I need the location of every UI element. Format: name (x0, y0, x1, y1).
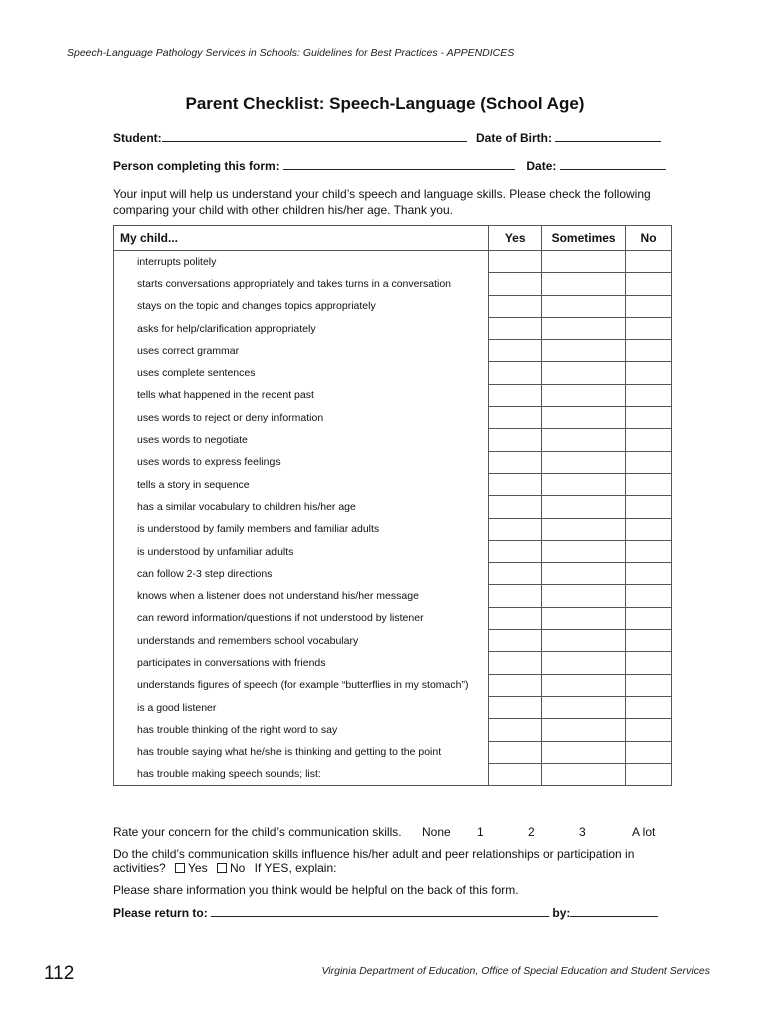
running-header: Speech-Language Pathology Services in Schools: Guidelines for Best Practices - APPENDICES (67, 47, 515, 59)
intro-text: Your input will help us understand your child’s speech and language skills. Please check the following comparing your child with other children his/her age. Thank you. (113, 187, 651, 217)
checklist-item-label: knows when a listener does not understand his/her message (114, 585, 489, 607)
checkbox-cell-yes[interactable] (489, 273, 542, 295)
checklist-item-label: understands figures of speech (for example “butterflies in my stomach”) (114, 674, 489, 696)
checkbox-cell-yes[interactable] (489, 362, 542, 384)
table-row (114, 607, 672, 629)
table-header-row (114, 226, 672, 251)
table-row (114, 585, 672, 607)
checkbox-cell-yes[interactable] (489, 585, 542, 607)
checkbox-cell-no[interactable] (626, 340, 672, 362)
return-row (113, 906, 658, 920)
return-label: Please return to: (113, 906, 208, 920)
checklist-item-label: uses words to express feelings (114, 451, 489, 473)
checkbox-cell-sometimes[interactable] (542, 273, 626, 295)
checkbox-cell-yes[interactable] (489, 607, 542, 629)
checkbox-cell-yes[interactable] (489, 719, 542, 741)
checkbox-cell-no[interactable] (626, 719, 672, 741)
person-label: Person completing this form: (113, 159, 280, 173)
checklist-item-label: asks for help/clarification appropriately (114, 317, 489, 339)
checkbox-cell-sometimes[interactable] (542, 429, 626, 451)
table-row (114, 295, 672, 317)
checklist-item-label: uses words to reject or deny information (114, 407, 489, 429)
header-no: No (626, 226, 672, 251)
checklist-item-label: participates in conversations with friends (114, 652, 489, 674)
checkbox-cell-sometimes[interactable] (542, 295, 626, 317)
checkbox-cell-no[interactable] (626, 696, 672, 718)
person-row (113, 159, 666, 173)
table-row (114, 741, 672, 763)
no-checkbox[interactable] (217, 863, 227, 873)
checkbox-cell-sometimes[interactable] (542, 251, 626, 273)
checkbox-cell-yes[interactable] (489, 317, 542, 339)
by-field[interactable] (570, 906, 658, 917)
concern-1[interactable]: 1 (477, 825, 484, 839)
checkbox-cell-yes[interactable] (489, 518, 542, 540)
table-row (114, 451, 672, 473)
checkbox-cell-sometimes[interactable] (542, 317, 626, 339)
checklist-item-label: is understood by family members and familiar adults (114, 518, 489, 540)
checkbox-cell-sometimes[interactable] (542, 518, 626, 540)
concern-a-lot[interactable]: A lot (632, 825, 656, 839)
page-title: Parent Checklist: Speech-Language (School Age) (185, 94, 585, 113)
checkbox-cell-sometimes[interactable] (542, 585, 626, 607)
checkbox-cell-sometimes[interactable] (542, 652, 626, 674)
checkbox-cell-no[interactable] (626, 429, 672, 451)
checkbox-cell-no[interactable] (626, 763, 672, 785)
checkbox-cell-no[interactable] (626, 563, 672, 585)
by-label: by: (552, 906, 571, 920)
concern-3[interactable]: 3 (579, 825, 586, 839)
checkbox-cell-yes[interactable] (489, 473, 542, 495)
concern-none[interactable]: None (422, 825, 451, 839)
checkbox-cell-no[interactable] (626, 473, 672, 495)
influence-question-block (113, 847, 673, 875)
checklist-item-label: tells a story in sequence (114, 473, 489, 495)
checkbox-cell-no[interactable] (626, 496, 672, 518)
checkbox-cell-yes[interactable] (489, 540, 542, 562)
influence-question: Do the child’s communication skills influence his/her adult and peer relationships or participation in activities? (113, 847, 635, 875)
footer-text: Virginia Department of Education, Office of Special Education and Student Services (321, 965, 710, 977)
header-sometimes: Sometimes (542, 226, 626, 251)
date-label: Date: (526, 159, 557, 173)
checkbox-cell-sometimes[interactable] (542, 407, 626, 429)
checkbox-cell-sometimes[interactable] (542, 384, 626, 406)
table-row (114, 429, 672, 451)
checkbox-cell-sometimes[interactable] (542, 496, 626, 518)
table-row (114, 273, 672, 295)
student-label: Student: (113, 131, 162, 145)
checklist-item-label: has trouble saying what he/she is thinking and getting to the point (114, 741, 489, 763)
table-row (114, 719, 672, 741)
checklist-item-label: can reword information/questions if not understood by listener (114, 607, 489, 629)
checklist-item-label: has trouble thinking of the right word to say (114, 719, 489, 741)
checkbox-cell-sometimes[interactable] (542, 696, 626, 718)
checkbox-cell-sometimes[interactable] (542, 719, 626, 741)
checkbox-cell-sometimes[interactable] (542, 607, 626, 629)
date-field[interactable] (560, 159, 666, 170)
table-row (114, 630, 672, 652)
checkbox-cell-no[interactable] (626, 384, 672, 406)
checkbox-cell-yes[interactable] (489, 674, 542, 696)
checkbox-cell-no[interactable] (626, 518, 672, 540)
checkbox-cell-no[interactable] (626, 607, 672, 629)
header-my-child: My child... (114, 226, 489, 251)
checklist-item-label: interrupts politely (114, 251, 489, 273)
student-row (113, 131, 661, 145)
checkbox-cell-yes[interactable] (489, 696, 542, 718)
table-row (114, 674, 672, 696)
table-row (114, 696, 672, 718)
checkbox-cell-no[interactable] (626, 674, 672, 696)
checkbox-cell-sometimes[interactable] (542, 763, 626, 785)
table-row (114, 652, 672, 674)
checkbox-cell-no[interactable] (626, 540, 672, 562)
checkbox-cell-no[interactable] (626, 362, 672, 384)
checkbox-cell-no[interactable] (626, 295, 672, 317)
checklist-item-label: can follow 2-3 step directions (114, 563, 489, 585)
checklist-item-label: has trouble making speech sounds; list: (114, 763, 489, 785)
table-row (114, 362, 672, 384)
table-row (114, 518, 672, 540)
return-field[interactable] (211, 906, 549, 917)
table-row (114, 473, 672, 495)
table-row (114, 496, 672, 518)
checklist-item-label: is a good listener (114, 696, 489, 718)
checkbox-cell-sometimes[interactable] (542, 340, 626, 362)
header-yes: Yes (489, 226, 542, 251)
checkbox-cell-yes[interactable] (489, 652, 542, 674)
checkbox-cell-yes[interactable] (489, 295, 542, 317)
checklist-item-label: has a similar vocabulary to children his/her age (114, 496, 489, 518)
checkbox-cell-yes[interactable] (489, 496, 542, 518)
table-row (114, 317, 672, 339)
checkbox-cell-yes[interactable] (489, 563, 542, 585)
checklist-item-label: tells what happened in the recent past (114, 384, 489, 406)
concern-2[interactable]: 2 (528, 825, 535, 839)
checkbox-cell-yes[interactable] (489, 384, 542, 406)
checkbox-cell-no[interactable] (626, 741, 672, 763)
checkbox-cell-yes[interactable] (489, 630, 542, 652)
table-row (114, 540, 672, 562)
checkbox-cell-sometimes[interactable] (542, 473, 626, 495)
checkbox-cell-sometimes[interactable] (542, 540, 626, 562)
checkbox-cell-yes[interactable] (489, 451, 542, 473)
checkbox-cell-no[interactable] (626, 451, 672, 473)
table-row (114, 384, 672, 406)
table-row (114, 340, 672, 362)
concern-prompt: Rate your concern for the child’s communication skills. (113, 825, 402, 839)
table-row (114, 563, 672, 585)
checkbox-cell-no[interactable] (626, 630, 672, 652)
concern-row (113, 825, 673, 841)
checkbox-cell-sometimes[interactable] (542, 674, 626, 696)
checkbox-cell-yes[interactable] (489, 340, 542, 362)
checklist-table (113, 225, 672, 786)
checkbox-cell-no[interactable] (626, 251, 672, 273)
checklist-item-label: uses complete sentences (114, 362, 489, 384)
checkbox-cell-yes[interactable] (489, 407, 542, 429)
checkbox-cell-sometimes[interactable] (542, 362, 626, 384)
page-number: 112 (44, 963, 75, 984)
student-field[interactable] (162, 131, 467, 142)
checkbox-cell-sometimes[interactable] (542, 741, 626, 763)
checklist-item-label: understands and remembers school vocabulary (114, 630, 489, 652)
yes-checkbox[interactable] (175, 863, 185, 873)
checklist-item-label: uses correct grammar (114, 340, 489, 362)
checkbox-cell-sometimes[interactable] (542, 451, 626, 473)
checkbox-cell-no[interactable] (626, 273, 672, 295)
no-label: No (229, 861, 246, 875)
checklist-item-label: starts conversations appropriately and takes turns in a conversation (114, 273, 489, 295)
checklist-item-label: is understood by unfamiliar adults (114, 540, 489, 562)
checkbox-cell-no[interactable] (626, 585, 672, 607)
share-info-text: Please share information you think would be helpful on the back of this form. (113, 883, 519, 897)
checkbox-cell-sometimes[interactable] (542, 563, 626, 585)
table-row (114, 763, 672, 785)
yes-label: Yes (188, 861, 208, 875)
explain-label: If YES, explain: (254, 861, 337, 875)
checkbox-cell-yes[interactable] (489, 741, 542, 763)
checkbox-cell-yes[interactable] (489, 763, 542, 785)
checkbox-cell-yes[interactable] (489, 251, 542, 273)
checkbox-cell-yes[interactable] (489, 429, 542, 451)
checkbox-cell-sometimes[interactable] (542, 630, 626, 652)
checklist-item-label: uses words to negotiate (114, 429, 489, 451)
person-field[interactable] (283, 159, 515, 170)
checkbox-cell-no[interactable] (626, 652, 672, 674)
dob-label: Date of Birth: (476, 131, 552, 145)
table-row (114, 251, 672, 273)
checkbox-cell-no[interactable] (626, 317, 672, 339)
dob-field[interactable] (555, 131, 661, 142)
table-row (114, 407, 672, 429)
checkbox-cell-no[interactable] (626, 407, 672, 429)
checklist-item-label: stays on the topic and changes topics appropriately (114, 295, 489, 317)
